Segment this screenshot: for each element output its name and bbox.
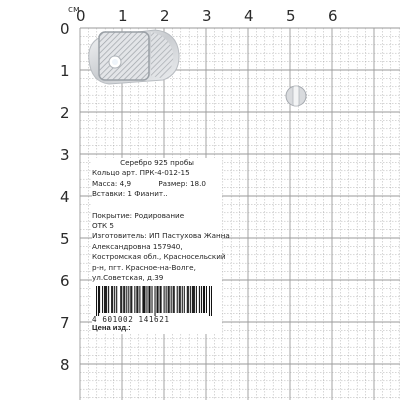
size-text: Размер: 18.0 <box>158 178 206 188</box>
mass-size-row <box>92 179 222 189</box>
manufacturer-line-2: Александровна 157940, <box>92 241 183 251</box>
barcode-bar <box>96 286 97 316</box>
barcode-bar <box>105 286 106 313</box>
barcode-bar <box>190 286 191 313</box>
barcode-bar <box>106 286 107 313</box>
ring-side-view <box>284 84 308 108</box>
barcode-bar <box>146 286 147 313</box>
left-ruler-number: 2 <box>60 104 70 122</box>
mass-text: Масса: 4,9 <box>92 178 132 188</box>
manufacturer-line-5: ул.Советская, д.39 <box>92 273 164 283</box>
barcode-bar <box>173 286 174 313</box>
top-ruler-number: 4 <box>244 7 254 25</box>
barcode-bar <box>204 286 205 313</box>
barcode-bar <box>166 286 167 313</box>
barcode-bar <box>155 286 156 316</box>
barcode-bar <box>158 286 159 313</box>
barcode-number: 4 601002 141621 <box>92 315 170 325</box>
barcode <box>92 286 214 323</box>
left-ruler-number: 0 <box>60 20 70 38</box>
barcode-bar <box>184 286 185 313</box>
barcode-bar <box>171 286 172 313</box>
inserts-text: Вставки: 1 Фианит.. <box>92 189 168 199</box>
barcode-bar <box>211 286 212 316</box>
barcode-bar <box>121 286 122 313</box>
left-ruler-number: 4 <box>60 188 70 206</box>
top-ruler-number: 2 <box>160 7 170 25</box>
top-ruler-number: 3 <box>202 7 212 25</box>
left-ruler-number: 3 <box>60 146 70 164</box>
barcode-bar <box>206 286 207 313</box>
barcode-bar <box>112 286 113 313</box>
barcode-bar <box>136 286 137 313</box>
barcode-bar <box>128 286 129 313</box>
barcode-bar <box>123 286 124 313</box>
barcode-bar <box>126 286 127 313</box>
ring-signet-face <box>99 32 149 80</box>
barcode-bar <box>164 286 165 313</box>
barcode-bar <box>124 286 125 313</box>
barcode-bar <box>149 286 150 313</box>
barcode-bar <box>142 286 143 313</box>
barcode-bar <box>151 286 152 313</box>
left-ruler-number: 5 <box>60 230 70 248</box>
left-ruler-number: 6 <box>60 272 70 290</box>
barcode-bar <box>116 286 117 313</box>
manufacturer-line-3: Костромская обл., Красносельский <box>92 252 226 262</box>
article-text: Кольцо арт. ПРК-4-012-15 <box>92 168 190 178</box>
barcode-bar <box>114 286 115 313</box>
top-ruler-number: 1 <box>118 7 128 25</box>
price-label: Цена изд.: <box>92 323 131 333</box>
barcode-bar <box>187 286 188 313</box>
barcode-bar <box>194 286 195 313</box>
barcode-bar <box>203 286 204 313</box>
barcode-bar <box>137 286 138 313</box>
barcode-bar <box>131 286 132 313</box>
barcode-bar <box>188 286 189 313</box>
barcode-bar <box>120 286 121 313</box>
barcode-bar <box>160 286 161 313</box>
barcode-bar <box>144 286 145 313</box>
barcode-bar <box>98 286 99 316</box>
barcode-bar <box>168 286 169 313</box>
barcode-bar <box>102 286 103 313</box>
barcode-bar <box>192 286 193 313</box>
top-ruler-number: 6 <box>328 7 338 25</box>
barcode-bar <box>180 286 181 313</box>
barcode-bar <box>196 286 197 313</box>
top-ruler-number: 0 <box>76 7 86 25</box>
barcode-bar <box>104 286 105 313</box>
otk-text: ОТК 5 <box>92 221 115 231</box>
barcode-bar <box>179 286 180 313</box>
barcode-bar <box>99 286 100 313</box>
barcode-bar <box>111 286 112 313</box>
left-ruler-number: 7 <box>60 314 70 332</box>
top-ruler-number: 5 <box>286 7 296 25</box>
manufacturer-line-1: Изготовитель: ИП Пастухова Жанна <box>92 231 230 241</box>
barcode-bar <box>193 286 194 313</box>
manufacturer-line-4: р-н, пгт. Красное-на-Волге, <box>92 262 196 272</box>
product-tag <box>92 158 230 334</box>
coating-text: Покрытие: Родирование <box>92 210 185 220</box>
barcode-bar <box>182 286 183 313</box>
barcode-bar <box>174 286 175 313</box>
barcode-bar <box>177 286 178 313</box>
ring-photo <box>85 22 185 92</box>
barcode-bar <box>143 286 144 313</box>
ruler-unit: см <box>68 5 80 15</box>
material-text: Серебро 925 пробы <box>120 158 194 167</box>
barcode-bar <box>157 286 158 313</box>
barcode-bar <box>201 286 202 313</box>
barcode-bar <box>130 286 131 313</box>
barcode-bar <box>134 286 135 313</box>
barcode-bar <box>209 286 210 316</box>
barcode-bar <box>199 286 200 313</box>
barcode-bar <box>161 286 162 313</box>
left-ruler-number: 8 <box>60 356 70 374</box>
barcode-bar <box>169 286 170 313</box>
barcode-bar <box>139 286 140 313</box>
barcode-bar <box>148 286 149 313</box>
barcode-bars <box>96 286 212 316</box>
left-ruler-number: 1 <box>60 62 70 80</box>
barcode-bar <box>108 286 109 313</box>
